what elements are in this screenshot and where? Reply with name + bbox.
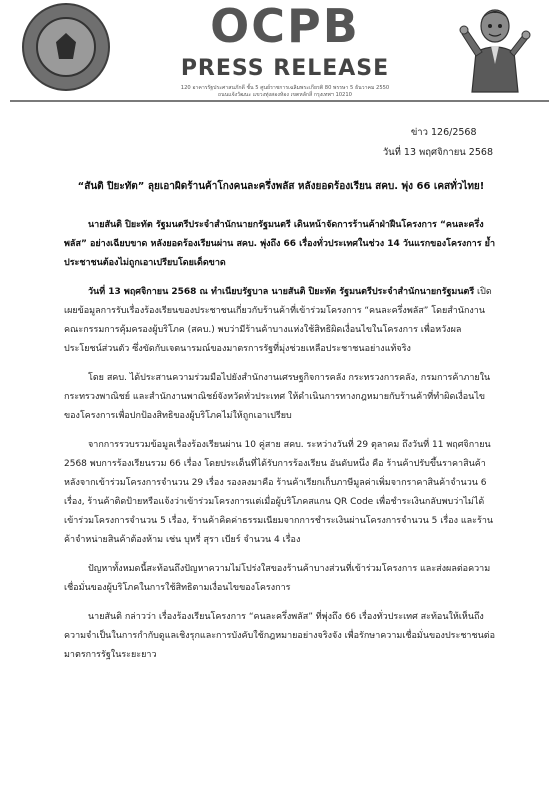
address-line-2: ถนนแจ้งวัฒนะ แขวงทุ่งสองห้อง เขตหลักสี่ กรุงเทพฯ 10210 <box>218 92 352 98</box>
release-date: วันที่ 13 พฤศจิกายน 2568 <box>382 147 493 158</box>
press-release-title: PRESS RELEASE <box>180 56 390 81</box>
headline: “สันติ ปิยะทัต” ลุยเอาผิดร้านค้าโกงคนละครึ่งพลัส หลังยอดร้องเรียน สคบ. พุ่ง 66 เคสทั่วไทย! <box>77 181 485 192</box>
paragraph-1-rest: เปิดเผยข้อมูลการรับเรื่องร้องเรียนของประชาชนเกี่ยวกับร้านค้าที่เข้าร่วมโครงการ “คนละครึ่งพลัส” โดยสำนักงานคณะกรรมการคุ้มครองผู้บริโภค (สคบ.) พบว่ามีร้านค้าบางแห่งใช้สิทธิผิดเงื่อนไขในโครงการ เพื่อหวังผลประโยชน์ส่วนตัว ซึ่งขัดกับเจตนารมณ์ของมาตรการรัฐที่มุ่งช่วยเหลือประชาชนอย่างแท้จริง <box>64 287 492 354</box>
brand-title: OCPB <box>210 0 360 53</box>
lead-paragraph: นายสันติ ปิยะทัต รัฐมนตรีประจำสำนักนายกรัฐมนตรี เดินหน้าจัดการร้านค้าฝ่าฝืนโครงการ “คนละครึ่งพลัส” อย่างเฉียบขาด หลังยอดร้องเรียนผ่าน สคบ. พุ่งถึง 66 เรื่องทั่วประเทศในช่วง 14 วันแรกของโครงการ ย้ำประชาชนต้องไม่ถูกเอาเปรียบโดยเด็ดขาด <box>64 220 495 268</box>
office-address <box>120 85 450 99</box>
ocpb-seal-logo <box>22 3 110 91</box>
paragraph-2: โดย สคบ. ได้ประสานความร่วมมือไปยังสำนักงานเศรษฐกิจการคลัง กระทรวงการคลัง, กรมการค้าภายใน กระทรวงพาณิชย์ และสำนักงานพาณิชย์จังหวัดทั่วประเทศ ให้ดำเนินการทางกฎหมายกับร้านค้าที่ทำผิดเงื่อนไขของโครงการเพื่อปกป้องสิทธิของผู้บริโภคไม่ให้ถูกเอาเปรียบ <box>64 373 491 421</box>
press-release-header <box>0 0 559 108</box>
paragraph-1 <box>64 283 496 359</box>
seal-inner-ring <box>36 17 96 77</box>
seal-emblem-icon <box>56 33 76 59</box>
paragraph-5: นายสันติ กล่าวว่า เรื่องร้องเรียนโครงการ “คนละครึ่งพลัส” ที่พุ่งถึง 66 เรื่องทั่วประเทศ สะท้อนให้เห็นถึงความจำเป็นในการกำกับดูแลเชิงรุกและการบังคับใช้กฎหมายอย่างจริงจัง เพื่อรักษาความเชื่อมั่นของประชาชนต่อมาตรการรัฐในระยะยาว <box>64 612 495 660</box>
paragraph-4: ปัญหาทั้งหมดนี้สะท้อนถึงปัญหาความไม่โปร่งใสของร้านค้าบางส่วนที่เข้าร่วมโครงการ และส่งผลต่อความเชื่อมั่นของผู้บริโภคในการใช้สิทธิตามเงื่อนไขของโครงการ <box>64 564 491 593</box>
release-number: ข่าว 126/2568 <box>410 127 477 138</box>
paragraph-1-bold: วันที่ 13 พฤศจิกายน 2568 ณ ทำเนียบรัฐบาล นายสันติ ปิยะทัต รัฐมนตรีประจำสำนักนายกรัฐมนตรี <box>88 287 475 297</box>
address-line-1: 120 อาคารรัฐประศาสนภักดี ชั้น 5 ศูนย์ราชการเฉลิมพระเกียรติ 80 พรรษา 5 ธันวาคม 2550 <box>180 85 390 91</box>
paragraph-3: จากการรวบรวมข้อมูลเรื่องร้องเรียนผ่าน 10 คู่สาย สคบ. ระหว่างวันที่ 29 ตุลาคม ถึงวันที่ 11 พฤศจิกายน 2568 พบการร้องเรียนรวม 66 เรื่อง โดยประเด็นที่ได้รับการร้องเรียน อันดับหนึ่ง คือ ร้านค้าปรับขึ้นราคาสินค้าหลังจากเข้าร่วมโครงการจำนวน 29 เรื่อง รองลงมาคือ ร้านค้าเรียกเก็บภาษีมูลค่าเพิ่มจากราคาสินค้าจำนวน 6 เรื่อง, ร้านค้าติดป้ายหรือแจ้งว่าเข้าร่วมโครงการแต่เมื่อผู้บริโภคสแกน QR Code เพื่อชำระเงินกลับพบว่าไม่ได้เข้าร่วมโครงการจำนวน 5 เรื่อง, ร้านค้าคิดค่าธรรมเนียมจากการชำระเงินผ่านโครงการจำนวน 5 เรื่อง และร้านค้าจำหน่ายสินค้าต้องห้าม เช่น บุหรี่ สุรา เบียร์ จำนวน 4 เรื่อง <box>64 440 494 545</box>
article-body <box>64 216 496 675</box>
release-meta <box>383 123 493 163</box>
header-divider <box>10 100 549 102</box>
mascot-figure-icon <box>458 4 532 94</box>
